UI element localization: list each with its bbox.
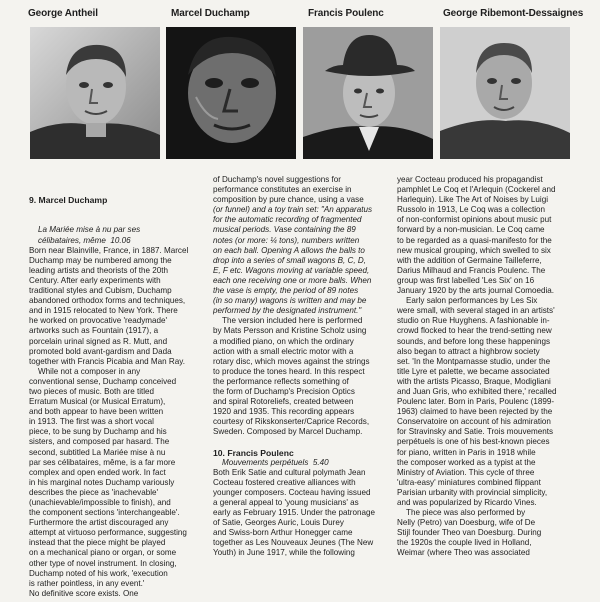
- text-line: performance constitutes an exercise in: [213, 185, 352, 195]
- text-line: second, subtitled La Mariée mise à nu: [29, 447, 166, 457]
- text-line: sisters, and composed par hasard. The: [29, 437, 170, 447]
- text-line: the 1920s the couple lived in Holland,: [397, 538, 532, 548]
- text-line: promoted bold avant-gardism and Dada: [29, 346, 172, 356]
- text-line: Early salon performances by Les Six: [406, 296, 538, 306]
- portrait-names-row: [0, 8, 600, 22]
- text-line: with the artists Picasso, Braque, Modigliani: [397, 376, 551, 386]
- text-line: new musical grouping, which swelled to six: [397, 245, 551, 255]
- text-line: January 1920 by the arts journal Comoedia.: [397, 286, 555, 296]
- name-duchamp: Marcel Duchamp: [171, 8, 250, 19]
- text-line: musical periods. Vase containing the 89: [213, 225, 356, 235]
- text-line: the performance reflects something of: [213, 376, 349, 386]
- text-line: sounds, and before long these happenings: [397, 336, 551, 346]
- text-line: Russolo in 1913, Le Coq was a collection: [397, 205, 546, 215]
- text-line: piece, to be sung by Duchamp and his: [29, 427, 167, 437]
- text-line: Conservatoire on account of his admiration: [397, 417, 551, 427]
- text-line: conventional sense, Duchamp conceived: [29, 376, 177, 386]
- text-line: Duchamp noted of his work, 'execution: [29, 568, 168, 578]
- text-line: the component sections 'interchangeable'.: [29, 508, 180, 518]
- text-line: together as Les Nouveaux Jeunes (The New: [213, 538, 374, 548]
- text-line: Darius Milhaud and Francis Poulenc. The: [397, 265, 546, 275]
- text-line: for piano, written in Paris in 1918 while: [397, 447, 536, 457]
- text-line: the vase is empty, the period of 89 notes: [213, 286, 359, 296]
- text-line: early as February 1915. Under the patronage: [213, 508, 375, 518]
- text-line: of non-conformist opinions about music put: [397, 215, 552, 225]
- text-line: for Stravinsky and Satie. Trois mouvements: [397, 427, 554, 437]
- text-line: Both Erik Satie and cultural polymath Jean: [213, 467, 366, 477]
- text-line: Weimar (where Theo was associated: [397, 548, 530, 558]
- text-column-3: [397, 175, 577, 559]
- text-line: Ministry of Aviation. This cycle of three: [397, 467, 535, 477]
- text-line: studio on Rue Huyghens. A fashionable in-: [397, 316, 550, 326]
- text-line: While not a composer in any: [38, 366, 141, 376]
- text-line: and in 1915 relocated to New York. There: [29, 306, 178, 316]
- text-line: Mouvements perpétuels 5.40: [222, 457, 329, 467]
- text-line: pamphlet Le Coq et l'Arlequin (Cockerel and: [397, 185, 556, 195]
- text-line: No definitive score exists. One: [29, 588, 139, 598]
- text-line: and Juan Gris, who exhibited there,' recalled: [397, 386, 557, 396]
- track-10-heading: 10. Francis Poulenc: [213, 447, 294, 458]
- text-line: a modified piano, on which the ordinary: [213, 336, 354, 346]
- text-line: The piece was also performed by: [406, 508, 526, 518]
- text-line: E, F etc. Wagons moving at variable speed,: [213, 265, 370, 275]
- portrait-ribemont-dessaignes-photo: [440, 27, 570, 159]
- text-column-1: [29, 175, 209, 599]
- text-line: also began to attract a highbrow society: [397, 346, 540, 356]
- text-line: Stijl founder Theo van Doesburg. During: [397, 528, 542, 538]
- text-line: two pieces of music. Both are titled: [29, 386, 155, 396]
- text-line: porcelain urinal signed as R. Mutt, and: [29, 336, 168, 346]
- text-line: par ses célibataires, même, is a far more: [29, 457, 176, 467]
- text-line: 1963) claimed to have been rejected by the: [397, 407, 553, 417]
- text-line: traditional styles and Cubism, Duchamp: [29, 286, 172, 296]
- text-line: in 1913. The first was a short vocal: [29, 417, 154, 427]
- text-line: title Lyre et palette, we became associated: [397, 366, 550, 376]
- text-line: Nelly (Petro) van Doesburg, wife of De: [397, 518, 536, 528]
- text-column-2: [213, 175, 393, 559]
- text-line: La Mariée mise à nu par ses: [38, 225, 141, 235]
- text-line: drop into a series of small wagons B, C, D,: [213, 255, 366, 265]
- text-line: Parisian urbanity with provincial simplicity,: [397, 487, 548, 497]
- name-antheil: George Antheil: [28, 8, 98, 19]
- text-line: leading artists and theorists of the 20th: [29, 265, 169, 275]
- text-line: younger composers. Cocteau having issued: [213, 487, 371, 497]
- text-line: other type of novel instrument. In closing,: [29, 558, 177, 568]
- text-line: (or funnel) and a toy train set: "An apparatus: [213, 205, 372, 215]
- text-line: together with Francis Picabia and Man Ray.: [29, 356, 185, 366]
- text-line: performed by the designated instrument.": [213, 306, 362, 316]
- text-line: notes (or more: ¼ tons), numbers written: [213, 235, 360, 245]
- text-line: group was first labelled 'Les Six' on 16: [397, 275, 535, 285]
- text-line: set. 'In the Montparnasse studio, under the: [397, 356, 551, 366]
- text-line: of Duchamp's novel suggestions for: [213, 175, 341, 184]
- text-line: attempt at virtuoso performance, suggesting: [29, 528, 187, 538]
- track-9-heading: 9. Marcel Duchamp: [29, 195, 108, 206]
- name-poulenc: Francis Poulenc: [308, 8, 384, 19]
- text-line: each one receiving one or more balls. When: [213, 275, 372, 285]
- text-line: The version included here is performed: [222, 316, 363, 326]
- text-line: 'ultra-easy' miniatures combined flippant: [397, 477, 541, 487]
- text-line: and Swiss-born Arthur Honegger came: [213, 528, 353, 538]
- text-line: for the automatic recording of fragmented: [213, 215, 362, 225]
- text-line: Harlequin). Like The Art of Noises by Luigi: [397, 195, 549, 205]
- text-line: and spiral Rotoreliefs, created between: [213, 397, 354, 407]
- text-line: describes the piece as 'inachevable': [29, 487, 159, 497]
- text-line: to produce the tones heard. In this respect: [213, 366, 365, 376]
- text-line: composition by pure chance, using a vase: [213, 195, 364, 205]
- text-line: artworks such as Fountain (1917), a: [29, 326, 159, 336]
- liner-notes-body: [0, 175, 600, 602]
- text-line: Poulenc later. Born in Paris, Poulenc (1899-: [397, 397, 555, 407]
- text-line: on each ball. Opening A allows the balls to: [213, 245, 365, 255]
- text-line: instead that the piece might be played: [29, 538, 166, 548]
- text-line: is rather pointless, in any event.': [29, 578, 145, 588]
- text-line: Sweden. Composed by Marcel Duchamp.: [213, 427, 363, 437]
- text-line: Century. After early experiments with: [29, 275, 161, 285]
- text-line: action with a small electric motor with a: [213, 346, 354, 356]
- text-line: 1920 and 1935. This recording appears: [213, 407, 355, 417]
- text-line: with the addition of Germaine Tailleferre,: [397, 255, 542, 265]
- text-line: abandoned orthodox forms and techniques,: [29, 296, 186, 306]
- text-line: (in so many) wagons is written and may be: [213, 296, 367, 306]
- text-line: rotary disc, which moves against the strings: [213, 356, 370, 366]
- text-line: courtesy of Rikskonserter/Caprice Records,: [213, 417, 370, 427]
- text-line: the form of Duchamp's Precision Optics: [213, 386, 355, 396]
- text-line: Furthermore the artist discouraged any: [29, 518, 169, 528]
- text-line: the composer worked as a typist at the: [397, 457, 536, 467]
- text-line: to be regarded as a quasi-manifesto for the: [397, 235, 552, 245]
- text-line: were small, with several staged in an artists': [397, 306, 555, 316]
- text-line: Duchamp may be numbered among the: [29, 255, 172, 265]
- text-line: of Satie, Georges Auric, Louis Durey: [213, 518, 344, 528]
- text-line: complex and open ended work. In fact: [29, 467, 166, 477]
- text-line: Born near Blainville, France, in 1887. Marcel: [29, 245, 189, 255]
- text-line: forward by a non-musician. Le Coq came: [397, 225, 545, 235]
- text-line: Youth) in June 1917, while the following: [213, 548, 355, 558]
- text-line: a general appeal to 'young musicians' as: [213, 498, 359, 507]
- text-line: célibataires, même 10.06: [38, 235, 131, 245]
- name-ribemont: George Ribemont-Dessaignes: [443, 8, 584, 19]
- text-line: he worked on provocative 'readymade': [29, 316, 168, 326]
- portrait-duchamp-photo: [166, 27, 296, 159]
- text-line: and both appear to have been written: [29, 407, 164, 417]
- text-line: Erratum Musical (or Musical Erratum),: [29, 397, 166, 407]
- text-line: Cocteau fostered creative alliances with: [213, 477, 356, 487]
- text-line: crowd flocked to hear the trend-setting new: [397, 326, 552, 336]
- portrait-poulenc-photo: [303, 27, 433, 159]
- text-line: and was popularized by Ricardo Vines.: [397, 498, 537, 507]
- text-line: perpétuels is one of his best-known pieces: [397, 437, 550, 447]
- text-line: in his marginal notes Duchamp variously: [29, 477, 175, 487]
- text-line: (unachievable/impossible to finish), and: [29, 498, 171, 507]
- portrait-antheil-photo: [30, 27, 160, 159]
- spacer: [213, 437, 393, 447]
- text-line: on a mechanical piano or organ, or some: [29, 548, 177, 558]
- text-line: by Mats Persson and Kristine Scholz using: [213, 326, 367, 336]
- text-line: year Cocteau produced his propagandist: [397, 175, 543, 184]
